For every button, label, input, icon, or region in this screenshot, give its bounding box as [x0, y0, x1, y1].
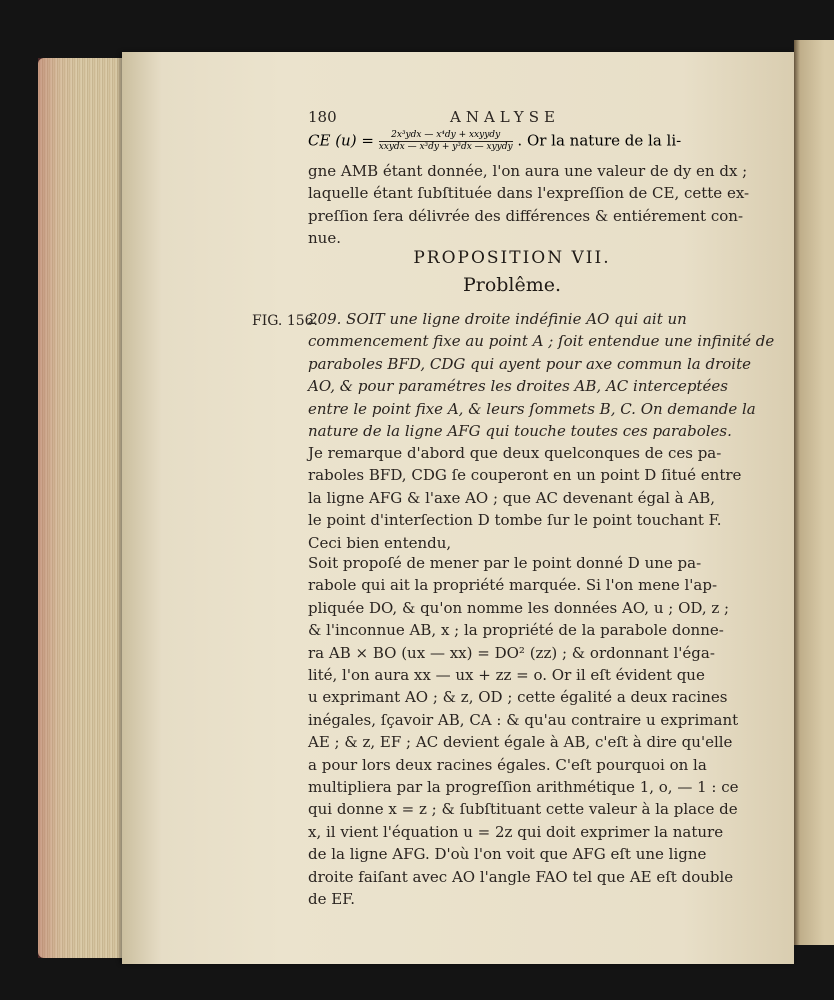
text-line: Soit propoſé de mener par le point donné D une pa-: [308, 554, 702, 572]
paragraph-2: [308, 552, 739, 911]
text-line: inégales, ſçavoir AB, CA : & qu'au contraire u exprimant: [308, 710, 739, 729]
text-line: preſſion ſera délivrée des différences & entiérement con-: [308, 206, 744, 225]
formula-fraction: [379, 130, 513, 153]
text-line: gne AMB étant donnée, l'on aura une valeur de dy en dx ;: [308, 162, 748, 180]
page-edges: [38, 58, 130, 958]
text-line: le point d'interſection D tombe ſur le point touchant F.: [308, 511, 722, 530]
text-line: AO, & pour paramétres les droites AB, AC interceptées: [308, 377, 728, 396]
text-line: Ceci bien entendu,: [308, 533, 452, 552]
formula-denominator: xxydx — x³dy + y³dx — xyydy: [378, 142, 513, 152]
page-number: 180: [308, 108, 337, 126]
text-line: droite faiſant avec AO l'angle FAO tel que AE eſt double: [308, 867, 734, 886]
proposition-title: PROPOSITION VII.: [413, 248, 611, 268]
problem-subtitle: Problême.: [462, 274, 562, 296]
formula-lhs: CE (u) =: [308, 131, 374, 150]
running-title: ANALYSE: [450, 108, 560, 126]
text-line: qui donne x = z ; & ſubſtituant cette valeur à la place de: [308, 800, 738, 819]
text-line: x, il vient l'équation u = 2z qui doit exprimer la nature: [308, 822, 724, 841]
text-line: u exprimant AO ; & z, OD ; cette égalité a deux racines: [308, 688, 728, 707]
text-line: lité, l'on aura xx — ux + zz = o. Or il eſt évident que: [308, 666, 705, 685]
text-line: a pour lors deux racines égales. C'eſt pourquoi on la: [308, 755, 707, 774]
formula-numerator: 2x³ydx — x⁴dy + xxyydy: [379, 130, 513, 142]
text-line: multipliera par la progreſſion arithmétique 1, o, — 1 : ce: [308, 778, 739, 797]
formula-tail: . Or la nature de la li-: [517, 131, 682, 150]
text-line: paraboles BFD, CDG qui ayent pour axe commun la droite: [308, 354, 751, 373]
text-line: & l'inconnue AB, x ; la propriété de la parabole donne-: [308, 621, 724, 640]
text-line: rabole qui ait la propriété marquée. Si l'on mene l'ap-: [308, 576, 718, 595]
figure-reference: FIG. 156.: [252, 313, 319, 329]
text-line: nature de la ligne AFG qui touche toutes ces paraboles.: [308, 422, 732, 441]
text-line: commencement fixe au point A ; ſoit entendue une infinité de: [308, 332, 775, 351]
text-line: pliquée DO, & qu'on nomme les données AO, u ; OD, z ;: [308, 598, 730, 617]
text-line: de EF.: [308, 890, 356, 909]
text-line: de la ligne AFG. D'où l'on voit que AFG eſt une ligne: [308, 845, 707, 864]
statement-paragraph: [308, 308, 775, 442]
formula-line: [308, 130, 716, 153]
text-line: Je remarque d'abord que deux quelconques de ces pa-: [308, 444, 722, 462]
paragraph-1: [308, 442, 742, 554]
text-line: raboles BFD, CDG ſe couperont en un point D ſitué entre: [308, 466, 742, 485]
text-line: entre le point fixe A, & leurs ſommets B, C. On demande la: [308, 399, 756, 418]
facing-page-edge: [794, 40, 834, 945]
text-line: la ligne AFG & l'axe AO ; que AC devenant égal à AB,: [308, 488, 716, 507]
text-line: ra AB × BO (ux — xx) = DO² (zz) ; & ordonnant l'éga-: [308, 643, 715, 662]
text-line: laquelle étant ſubſtituée dans l'expreſſion de CE, cette ex-: [308, 184, 750, 203]
text-line: nue.: [308, 229, 341, 248]
text-line: 209. SOIT une ligne droite indéfinie AO qui ait un: [308, 310, 687, 328]
intro-paragraph: [308, 160, 750, 250]
text-line: AE ; & z, EF ; AC devient égale à AB, c'eſt à dire qu'elle: [308, 733, 733, 752]
